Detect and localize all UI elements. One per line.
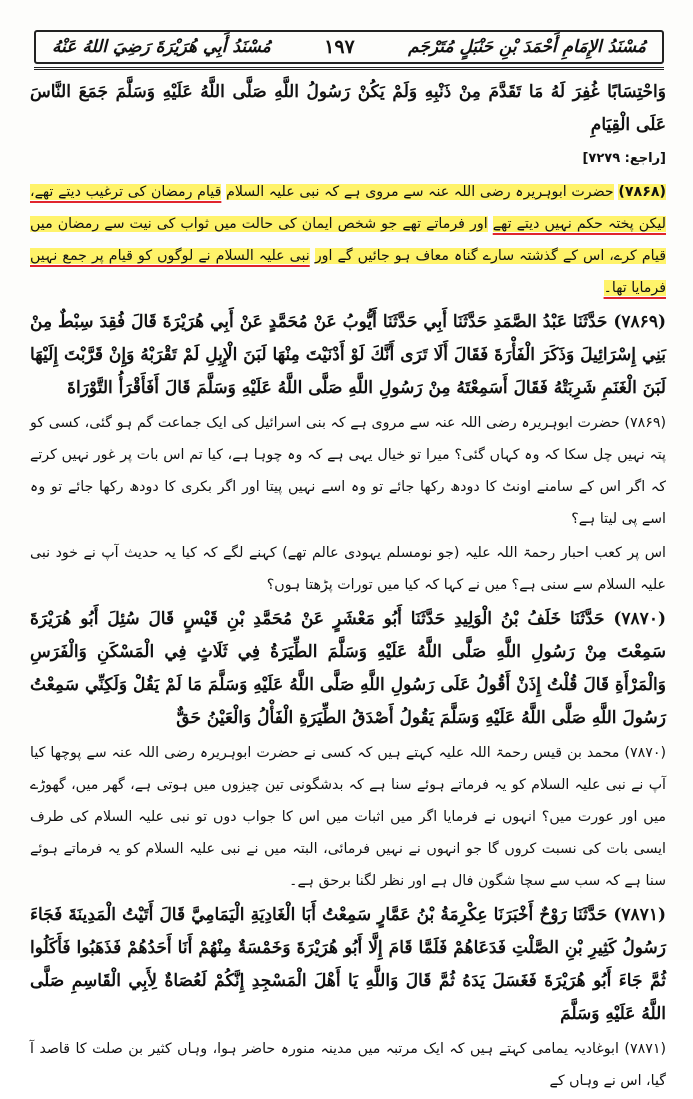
highlighted-text: اور فرماتے تھے جو شخص ایمان کی حالت میں ثواب کی نیت سے رمضان میں قیام کرے، اس کے گذشتہ سارے گناہ معاف ہو جائیں گے اور bbox=[30, 216, 667, 264]
hadith-7869-urdu-continuation: اس پر کعب احبار رحمۃ اللہ علیہ (جو نومسلم یہودی عالم تھے) کہنے لگے کہ کیا یہ حدیث آپ نے خود نبی علیہ السلام سے سنی ہے؟ میں نے کہا کہ کیا میں تورات پڑھتا ہوں؟ bbox=[30, 545, 666, 593]
page-body bbox=[30, 76, 666, 1099]
highlighted-text: حضرت ابوہریرہ رضی اللہ عنہ سے مروی ہے کہ نبی علیہ السلام bbox=[226, 184, 614, 200]
underlined-text: نبی علیہ السلام نے لوگوں کو قیام پر جمع نہیں فرمایا تھا۔ bbox=[30, 248, 666, 296]
header-book-title-right: مُسْنَدُ أَبِي هُرَيْرَةَ رَضِيَ اللهُ عَنْهُ bbox=[52, 37, 271, 57]
page-number: ١٩٧ bbox=[324, 36, 355, 58]
hadith-7871-arabic: (۷۸۷۱) حَدَّثَنَا رَوْحٌ أَخْبَرَنَا عِكْرِمَةُ بْنُ عَمَّارٍ سَمِعْتُ أَبَا الْغَادِيَةِ الْيَمَامِيَّ قَالَ أَتَيْتُ الْمَدِينَةَ فَجَاءَ رَسُولُ كَثِيرِ بْنِ الصَّلْتِ فَدَعَاهُمْ فَلَمَّا قَامَ إِلَّا أَبُو هُرَيْرَةَ وَخَمْسَةٌ مِنْهُمْ أَنَا أَحَدُهُمْ فَذَهَبُوا فَأَكَلُوا ثُمَّ جَاءَ أَبُو هُرَيْرَةَ فَغَسَلَ يَدَهُ ثُمَّ قَالَ وَاللَّهِ يَا أَهْلَ الْمَسْجِدِ إِنَّكُمْ لَعُصَاةٌ لِأَبِي الْقَاسِمِ صَلَّى اللَّهُ عَلَيْهِ وَسَلَّمَ bbox=[30, 905, 666, 1024]
hadith-7870-arabic: (۷۸۷۰) حَدَّثَنَا خَلَفُ بْنُ الْوَلِيدِ حَدَّثَنَا أَبُو مَعْشَرٍ عَنْ مُحَمَّدِ بْنِ قَيْسٍ قَالَ سُئِلَ أَبُو هُرَيْرَةَ سَمِعْتَ مِنْ رَسُولِ اللَّهِ صَلَّى اللَّهُ عَلَيْهِ وَسَلَّمَ الطِّيَرَةُ فِي ثَلَاثٍ فِي الْمَسْكَنِ وَالْفَرَسِ وَالْمَرْأَةِ قَالَ قُلْتُ إِذَنْ أَقُولُ عَلَى رَسُولِ اللَّهِ صَلَّى اللَّهُ عَلَيْهِ وَسَلَّمَ مَا لَمْ يَقُلْ وَلَكِنِّي سَمِعْتُ رَسُولَ اللَّهِ صَلَّى اللَّهُ عَلَيْهِ وَسَلَّمَ يَقُولُ أَصْدَقُ الطِّيَرَةِ الْفَأْلُ وَالْعَيْنُ حَقٌّ bbox=[30, 609, 666, 728]
hadith-arabic-continuation: وَاحْتِسَابًا غُفِرَ لَهُ مَا تَقَدَّمَ مِنْ ذَنْبِهِ وَلَمْ يَكُنْ رَسُولُ اللَّهِ صَلَّى اللَّهُ عَلَيْهِ وَسَلَّمَ جَمَعَ النَّاسَ عَلَى الْقِيَامِ bbox=[30, 82, 666, 135]
page-header bbox=[34, 30, 664, 64]
hadith-7870-urdu: (۷۸۷۰) محمد بن قیس رحمۃ اللہ علیہ کہتے ہیں کہ کسی نے حضرت ابوہریرہ رضی اللہ عنہ سے پوچھا کیا آپ نے نبی علیہ السلام کو یہ فرماتے ہوئے سنا ہے کہ بدشگونی تین چیزوں میں ہوتی ہے، گھر میں، گھوڑے میں اور عورت میں؟ انہوں نے فرمایا اگر میں اثبات میں اس کا جواب دوں تو نبی علیہ السلام کی طرف ایسی بات کی نسبت کروں گا جو انہوں نے نہیں فرمائی، البتہ میں نے نبی علیہ السلام کو یہ فرماتے ہوئے سنا ہے کہ سب سے سچا شگون فال ہے اور نظر لگنا برحق ہے۔ bbox=[30, 745, 666, 889]
hadith-7869-urdu: (۷۸۶۹) حضرت ابوہریرہ رضی اللہ عنہ سے مروی ہے کہ بنی اسرائیل کی ایک جماعت گم ہو گئی، کسی کو پتہ نہیں چل سکا کہ وہ کہاں گئی؟ میرا تو خیال یہی ہے کہ وہ چوہا ہے، کیا تم اس بات پر غور نہیں کرتے کہ اگر اس کے سامنے اونٹ کا دودھ رکھا جائے تو وہ اسے نہیں پیتا اور اگر بکری کا دودھ رکھا جائے تو وہ اسے پی لیتا ہے؟ bbox=[30, 415, 666, 527]
hadith-7868-urdu bbox=[30, 176, 666, 304]
header-book-title-left: مُسْنَدُ الإِمَامِ أَحْمَدَ بْنِ حَنْبَلٍ مُتَرْجَم bbox=[408, 37, 646, 57]
underlined-text: قیام رمضان کی ترغیب دیتے تھے، لیکن پختہ حکم نہیں دیتے تھے bbox=[30, 184, 666, 232]
hadith-7869-arabic: (۷۸۶۹) حَدَّثَنَا عَبْدُ الصَّمَدِ حَدَّثَنَا أَبِي حَدَّثَنَا أَيُّوبُ عَنْ مُحَمَّدٍ عَنْ أَبِي هُرَيْرَةَ قَالَ فُقِدَ سِبْطٌ مِنْ بَنِي إِسْرَائِيلَ وَذَكَرَ الْفَأْرَةَ فَقَالَ أَلَا تَرَى أَنَّكَ لَوْ أَدْنَيْتَ مِنْهَا لَبَنَ الْإِبِلِ لَمْ تَقْرَبْهُ وَإِنْ قَرَّبْتَ إِلَيْهَا لَبَنَ الْغَنَمِ شَرِبَتْهُ فَقَالَ أَسَمِعْتَهُ مِنْ رَسُولِ اللَّهِ صَلَّى اللَّهُ عَلَيْهِ وَسَلَّمَ قَالَ أَفَأَقْرَأُ التَّوْرَاةَ bbox=[30, 312, 666, 398]
hadith-number: (۷۸۶۸) bbox=[618, 184, 667, 200]
reference-note: [راجع: ۷۲۷۹] bbox=[582, 151, 666, 166]
hadith-7871-urdu: (۷۸۷۱) ابوغادیہ یمامی کہتے ہیں کہ ایک مرتبہ میں مدینہ منورہ حاضر ہوا، وہاں کثیر بن صلت کا قاصد آ گیا، اس نے وہاں کے bbox=[30, 1041, 666, 1089]
